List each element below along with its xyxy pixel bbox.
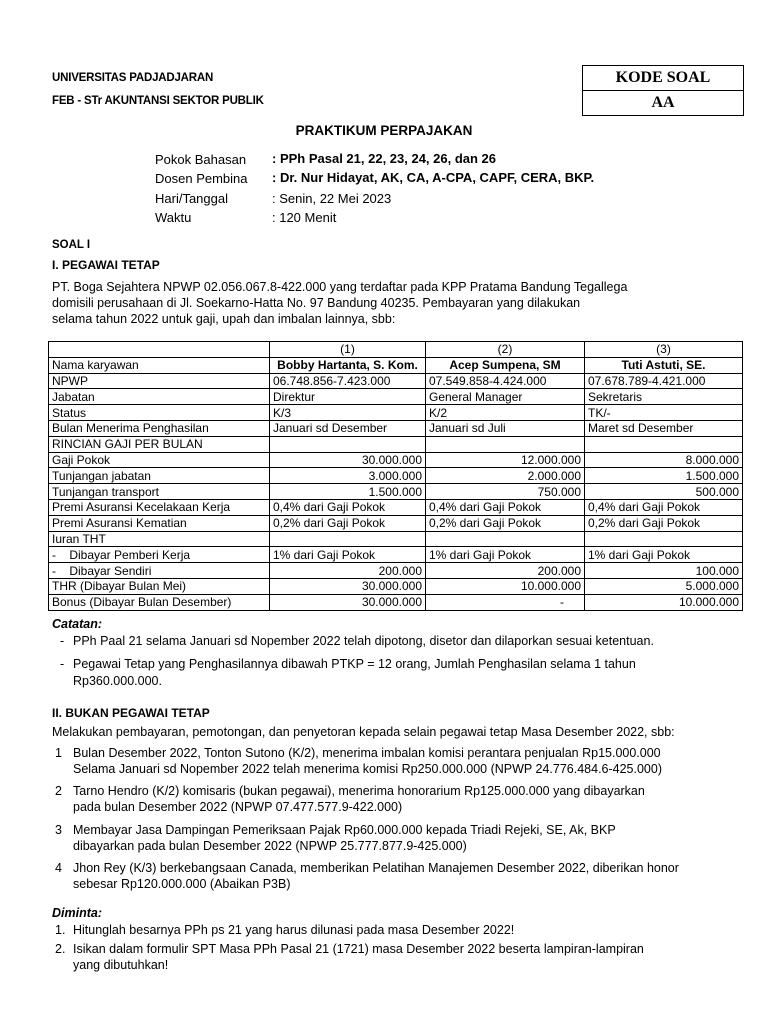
row-label: Bulan Menerima Penghasilan — [49, 420, 270, 436]
amount-cell: 12.000.000 — [426, 452, 585, 468]
table-row — [49, 594, 743, 610]
amount-cell: 30.000.000 — [270, 452, 426, 468]
info-label: Waktu — [155, 210, 192, 225]
program-name: FEB - STr AKUNTANSI SEKTOR PUBLIK — [52, 95, 264, 107]
table-cell: General Manager — [426, 389, 585, 405]
info-label: Pokok Bahasan — [155, 152, 247, 167]
table-cell: Januari sd Juli — [426, 420, 585, 436]
note-line: Rp360.000.000. — [73, 674, 162, 688]
table-cell — [270, 531, 426, 547]
row-label: Tunjangan transport — [49, 484, 270, 500]
table-cell: 1% dari Gaji Pokok — [426, 547, 585, 563]
table-cell — [426, 436, 585, 452]
row-label: Premi Asuransi Kecelakaan Kerja — [49, 499, 270, 515]
column-number: (3) — [585, 342, 743, 358]
table-row — [49, 578, 743, 594]
item-number: 2 — [55, 784, 62, 798]
catatan-label: Catatan: — [52, 617, 103, 631]
section-heading: I. PEGAWAI TETAP — [52, 258, 160, 272]
row-label: Bonus (Dibayar Bulan Desember) — [49, 594, 270, 610]
table-row — [49, 405, 743, 421]
table-cell: Direktur — [270, 389, 426, 405]
amount-cell: 3.000.000 — [270, 468, 426, 484]
info-value: : Senin, 22 Mei 2023 — [272, 191, 392, 206]
amount-cell: 30.000.000 — [270, 578, 426, 594]
item-line: Selama Januari sd Nopember 2022 telah menerima komisi Rp250.000.000 (NPWP 24.776.484.6-425.000) — [73, 762, 663, 776]
table-cell: 06.748.856-7.423.000 — [270, 373, 426, 389]
row-label: Tunjangan jabatan — [49, 468, 270, 484]
amount-cell: 30.000.000 — [270, 594, 426, 610]
table-row — [49, 499, 743, 515]
table-cell: 0,2% dari Gaji Pokok — [426, 515, 585, 531]
table-row — [49, 389, 743, 405]
note-line: Pegawai Tetap yang Penghasilannya dibawah PTKP = 12 orang, Jumlah Penghasilan selama 1 tahun — [73, 657, 636, 671]
info-label: Dosen Pembina — [155, 171, 248, 186]
info-value: : 120 Menit — [272, 210, 337, 225]
intro-line: domisili perusahaan di Jl. Soekarno-Hatta No. 97 Bandung 40235. Pembayaran yang dilakukan — [52, 296, 581, 310]
table-cell: 1% dari Gaji Pokok — [270, 547, 426, 563]
amount-cell: 750.000 — [426, 484, 585, 500]
amount-cell: 8.000.000 — [585, 452, 743, 468]
table-cell: 0,2% dari Gaji Pokok — [270, 515, 426, 531]
amount-cell: 5.000.000 — [585, 578, 743, 594]
bullet: - — [60, 634, 65, 648]
row-label: RINCIAN GAJI PER BULAN — [49, 436, 270, 452]
table-cell — [270, 436, 426, 452]
item-line: dibayarkan pada bulan Desember 2022 (NPWP 25.777.877.9-425.000) — [73, 839, 467, 853]
item-line: Bulan Desember 2022, Tonton Sutono (K/2), menerima imbalan komisi perantara penjualan Rp15.000.000 — [73, 746, 661, 760]
table-cell: 0,2% dari Gaji Pokok — [585, 515, 743, 531]
amount-cell: 2.000.000 — [426, 468, 585, 484]
table-cell — [585, 436, 743, 452]
amount-cell: 10.000.000 — [585, 594, 743, 610]
table-row — [49, 484, 743, 500]
table-cell — [49, 342, 270, 358]
table-row — [49, 531, 743, 547]
item-number: 1 — [55, 746, 62, 760]
column-number: (2) — [426, 342, 585, 358]
table-row — [49, 436, 743, 452]
diminta-label: Diminta: — [52, 906, 102, 920]
table-cell: K/3 — [270, 405, 426, 421]
table-cell: 0,4% dari Gaji Pokok — [426, 499, 585, 515]
amount-cell: 1.500.000 — [585, 468, 743, 484]
item-line: Membayar Jasa Dampingan Pemeriksaan Pajak Rp60.000.000 kepada Triadi Rejeki, SE, Ak, BKP — [73, 823, 616, 837]
table-row — [49, 373, 743, 389]
bullet: - — [60, 657, 65, 671]
section-heading: II. BUKAN PEGAWAI TETAP — [52, 706, 210, 720]
row-label: NPWP — [49, 373, 270, 389]
note-line: PPh Paal 21 selama Januari sd Nopember 2022 telah dipotong, disetor dan dilaporkan sesuai ketentuan. — [73, 634, 654, 648]
table-row — [49, 342, 743, 358]
row-label: - Dibayar Sendiri — [49, 563, 270, 579]
item-line: Tarno Hendro (K/2) komisaris (bukan pegawai), menerima honorarium Rp125.000.000 yang dibayarkan — [73, 784, 645, 798]
table-cell: Januari sd Desember — [270, 420, 426, 436]
amount-cell: 1.500.000 — [270, 484, 426, 500]
column-number: (1) — [270, 342, 426, 358]
amount-cell: 200.000 — [270, 563, 426, 579]
table-row — [49, 468, 743, 484]
row-label: Gaji Pokok — [49, 452, 270, 468]
item-line: Jhon Rey (K/3) berkebangsaan Canada, memberikan Pelatihan Manajemen Desember 2022, diberikan honor — [73, 861, 679, 875]
row-label: - Dibayar Pemberi Kerja — [49, 547, 270, 563]
table-cell: Sekretaris — [585, 389, 743, 405]
table-row — [49, 563, 743, 579]
row-label: Status — [49, 405, 270, 421]
info-label: Hari/Tanggal — [155, 191, 228, 206]
item-number: 2. — [55, 942, 66, 956]
table-cell: 0,4% dari Gaji Pokok — [270, 499, 426, 515]
amount-cell: 100.000 — [585, 563, 743, 579]
page-title: PRAKTIKUM PERPAJAKAN — [295, 123, 473, 138]
table-cell: K/2 — [426, 405, 585, 421]
kode-soal-label: KODE SOAL — [615, 69, 711, 86]
kode-soal-value: AA — [583, 90, 743, 115]
info-value: : PPh Pasal 21, 22, 23, 24, 26, dan 26 — [272, 151, 497, 166]
amount-cell: 500.000 — [585, 484, 743, 500]
row-label: Premi Asuransi Kematian — [49, 515, 270, 531]
item-number: 1. — [55, 923, 66, 937]
table-row — [49, 515, 743, 531]
table-cell — [585, 531, 743, 547]
table-cell — [426, 531, 585, 547]
soal-heading: SOAL I — [52, 239, 91, 251]
section-intro: Melakukan pembayaran, pemotongan, dan penyetoran kepada selain pegawai tetap Masa Desember 2022, sbb: — [52, 725, 675, 739]
table-row — [49, 452, 743, 468]
kode-soal-box — [582, 65, 744, 116]
amount-cell: - — [426, 594, 585, 610]
table-cell: Maret sd Desember — [585, 420, 743, 436]
table-cell: 1% dari Gaji Pokok — [585, 547, 743, 563]
item-line: pada bulan Desember 2022 (NPWP 07.477.577.9-422.000) — [73, 800, 403, 814]
item-line: Isikan dalam formulir SPT Masa PPh Pasal 21 (1721) masa Desember 2022 beserta lampiran-lampiran — [73, 942, 644, 956]
table-cell: TK/- — [585, 405, 743, 421]
amount-cell: 200.000 — [426, 563, 585, 579]
item-number: 3 — [55, 823, 62, 837]
amount-cell: 10.000.000 — [426, 578, 585, 594]
employee-name: Tuti Astuti, SE. — [585, 357, 743, 373]
item-line: sebesar Rp120.000.000 (Abaikan P3B) — [73, 877, 291, 891]
table-cell: 07.549.858-4.424.000 — [426, 373, 585, 389]
row-label: THR (Dibayar Bulan Mei) — [49, 578, 270, 594]
row-label: Nama karyawan — [49, 357, 270, 373]
table-cell: 07.678.789-4.421.000 — [585, 373, 743, 389]
item-line: yang dibutuhkan! — [73, 958, 169, 972]
row-label: Iuran THT — [49, 531, 270, 547]
table-row — [49, 357, 743, 373]
employee-name: Acep Sumpena, SM — [426, 357, 585, 373]
table-row — [49, 420, 743, 436]
university-name: UNIVERSITAS PADJADJARAN — [52, 72, 214, 84]
table-cell: 0,4% dari Gaji Pokok — [585, 499, 743, 515]
salary-table — [48, 341, 743, 611]
info-value: : Dr. Nur Hidayat, AK, CA, A-CPA, CAPF, CERA, BKP. — [272, 170, 595, 185]
table-row — [49, 547, 743, 563]
item-number: 4 — [55, 861, 62, 875]
intro-line: selama tahun 2022 untuk gaji, upah dan imbalan lainnya, sbb: — [52, 312, 396, 326]
intro-line: PT. Boga Sejahtera NPWP 02.056.067.8-422.000 yang terdaftar pada KPP Pratama Bandung Tegallega — [52, 280, 628, 294]
row-label: Jabatan — [49, 389, 270, 405]
item-line: Hitunglah besarnya PPh ps 21 yang harus dilunasi pada masa Desember 2022! — [73, 923, 515, 937]
employee-name: Bobby Hartanta, S. Kom. — [270, 357, 426, 373]
